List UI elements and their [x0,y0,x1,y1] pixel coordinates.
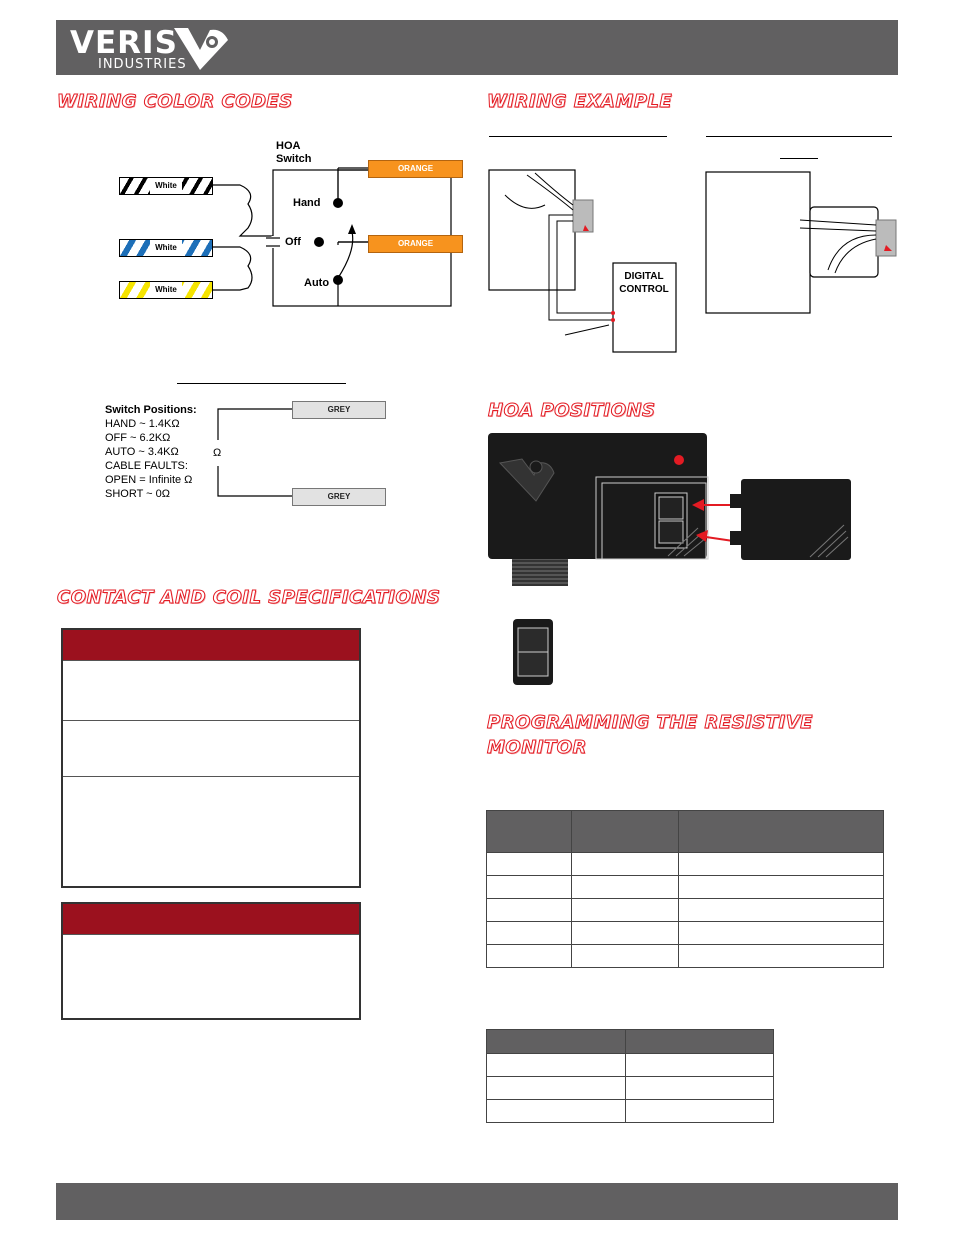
table-row [487,899,884,922]
wiring-example-right [700,165,900,320]
table-header [679,811,884,853]
yellow-white-wire: White [119,281,213,299]
hoa-side-tab-top [730,494,742,508]
table-header [487,811,572,853]
title-wiring-color-codes: WIRING COLOR CODES [57,91,293,112]
table-header [572,811,679,853]
table-row [63,934,359,1017]
title-programming: PROGRAMMING THE RESISTIVE MONITOR [487,712,813,758]
orange-wire-leads [335,165,371,245]
hoa-label: HOA Switch [276,140,312,165]
table-row [487,1100,774,1123]
table-row [487,853,884,876]
logo-text: VERIS [70,25,178,61]
example-divider-short [780,158,818,159]
table-row [487,1054,774,1077]
hoa-side-hatch [800,515,850,560]
veris-logo-icon [172,26,230,72]
programming-table [486,810,884,968]
switch-line: SHORT ~ 0Ω [105,488,170,500]
table-row [63,660,359,720]
blue-white-wire: White [119,239,213,257]
table-header [626,1030,774,1054]
hoa-cable [512,559,568,586]
orange-wire-top: ORANGE [368,160,463,178]
table-row [487,1077,774,1100]
hand-label: Hand [293,197,321,209]
example-divider-right [706,136,892,137]
switch-line: AUTO ~ 3.4KΩ [105,446,179,458]
grey-wire-bottom: GREY [292,488,386,506]
footer-bar [56,1183,898,1220]
coil-spec-header [63,904,359,934]
pink-white-wire: White [119,177,213,195]
off-label: Off [285,236,301,248]
switch-divider [177,383,346,384]
auto-label: Auto [304,277,330,289]
switch-positions-title: Switch Positions: [105,404,197,416]
switch-line: OPEN = Infinite Ω [105,474,193,486]
logo-subtext: INDUSTRIES [98,57,187,72]
hoa-side-tab-bottom [730,531,742,545]
table-row [487,876,884,899]
coil-spec-table [61,902,361,1020]
switch-line: HAND ~ 1.4KΩ [105,418,180,430]
grey-wire-top: GREY [292,401,386,419]
hoa-switch-icon [512,618,554,686]
example-divider-left [489,136,667,137]
contact-spec-table [61,628,361,888]
resistance-table [486,1029,774,1123]
table-row [63,776,359,883]
orange-wire-bottom: ORANGE [368,235,463,253]
contact-spec-header [63,630,359,660]
hoa-device-detail [488,433,710,561]
title-wiring-example: WIRING EXAMPLE [487,91,673,112]
title-contact-coil-specs: CONTACT AND COIL SPECIFICATIONS [57,587,441,608]
digital-control-label: DIGITAL CONTROL [619,271,669,295]
table-row [487,945,884,968]
switch-line: CABLE FAULTS: [105,460,188,472]
table-row [487,922,884,945]
switch-positions-list [105,417,192,501]
table-header [487,1030,626,1054]
omega-symbol: Ω [213,447,222,459]
wiring-example-left [485,165,685,360]
table-row [63,720,359,776]
switch-line: OFF ~ 6.2KΩ [105,432,171,444]
title-hoa-positions: HOA POSITIONS [488,400,656,421]
